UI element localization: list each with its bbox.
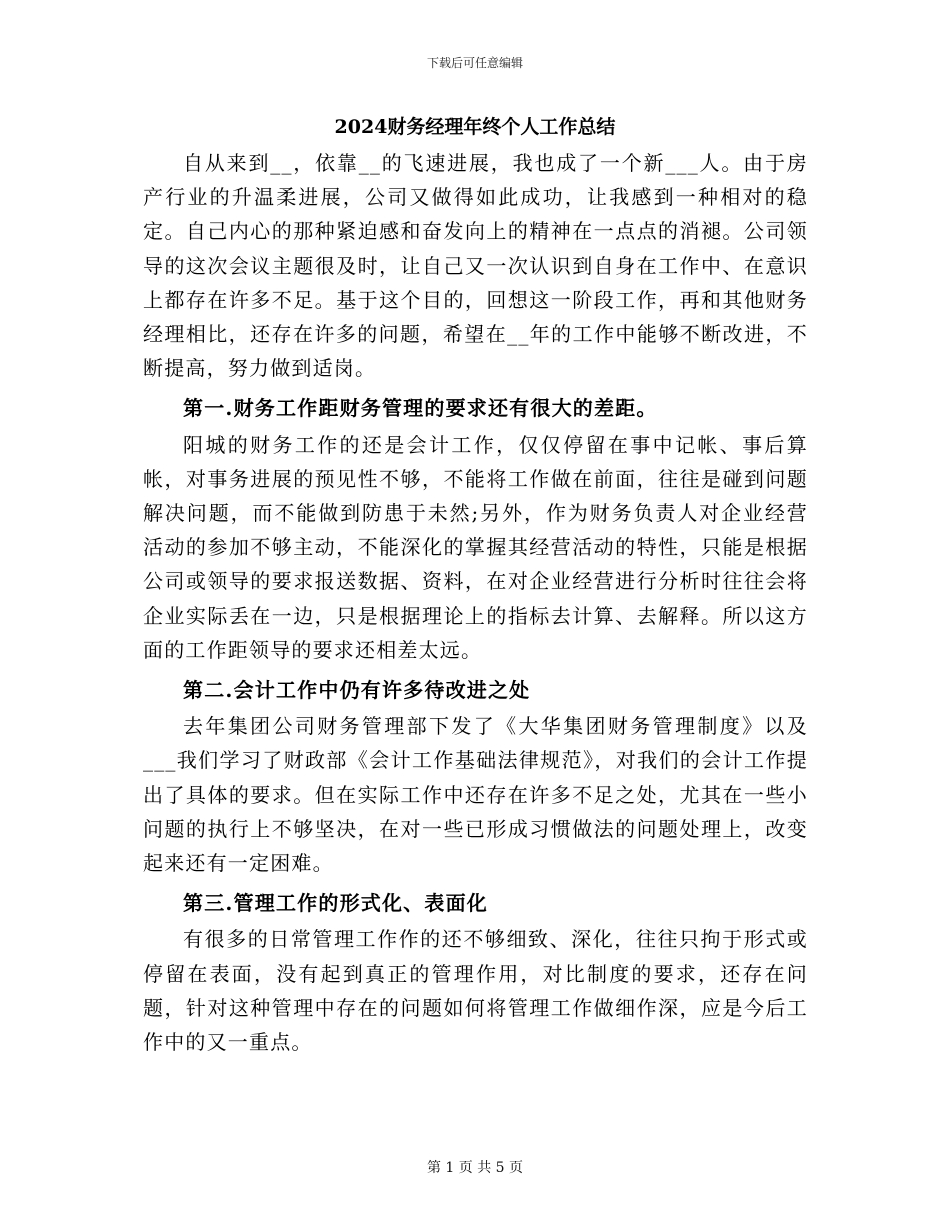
- header-note: 下载后可任意编辑: [426, 56, 523, 70]
- document-title: 2024财务经理年终个人工作总结: [334, 116, 616, 138]
- paragraph-section-3: 有很多的日常管理工作作的还不够细致、深化，往往只拘于形式或停留在表面，没有起到真正的管理作用，对比制度的要求，还存在问题，针对这种管理中存在的问题如何将管理工作做细作深，应是今后工作中的又一重点。: [143, 927, 808, 1055]
- section-heading-3: 第三.管理工作的形式化、表面化: [183, 891, 488, 916]
- paragraph-intro: 自从来到__，依靠__的飞速进展，我也成了一个新___人。由于房产行业的升温柔进展，公司又做得如此成功，让我感到一种相对的稳定。自己内心的那种紧迫感和奋发向上的精神在一点点的消褪。公司领导的这次会议主题很及时，让自己又一次认识到自身在工作中、在意识上都存在许多不足。基于这个目的，回想这一阶段工作，再和其他财务经理相比，还存在许多的问题，希望在__年的工作中能够不断改进，不断提高，努力做到适岗。: [143, 151, 808, 381]
- section-heading-1: 第一.财务工作距财务管理的要求还有很大的差距。: [183, 396, 658, 421]
- paragraph-section-1: 阳城的财务工作的还是会计工作，仅仅停留在事中记帐、事后算帐，对事务进展的预见性不够，不能将工作做在前面，往往是碰到问题解决问题，而不能做到防患于未然;另外，作为财务负责人对企业经营活动的参加不够主动，不能深化的掌握其经营活动的特性，只能是根据公司或领导的要求报送数据、资料，在对企业经营进行分析时往往会将企业实际丢在一边，只是根据理论上的指标去计算、去解释。所以这方面的工作距领导的要求还相差太远。: [143, 432, 808, 662]
- paragraph-section-2: 去年集团公司财务管理部下发了《大华集团财务管理制度》以及___我们学习了财政部《会计工作基础法律规范》，对我们的会计工作提出了具体的要求。但在实际工作中还存在许多不足之处，尤其在一些小问题的执行上不够坚决，在对一些已形成习惯做法的问题处理上，改变起来还有一定困难。: [143, 714, 808, 876]
- section-heading-2: 第二.会计工作中仍有许多待改进之处: [183, 678, 531, 703]
- document-body: [143, 146, 808, 1059]
- page-number-footer: 第 1 页 共 5 页: [426, 1160, 524, 1176]
